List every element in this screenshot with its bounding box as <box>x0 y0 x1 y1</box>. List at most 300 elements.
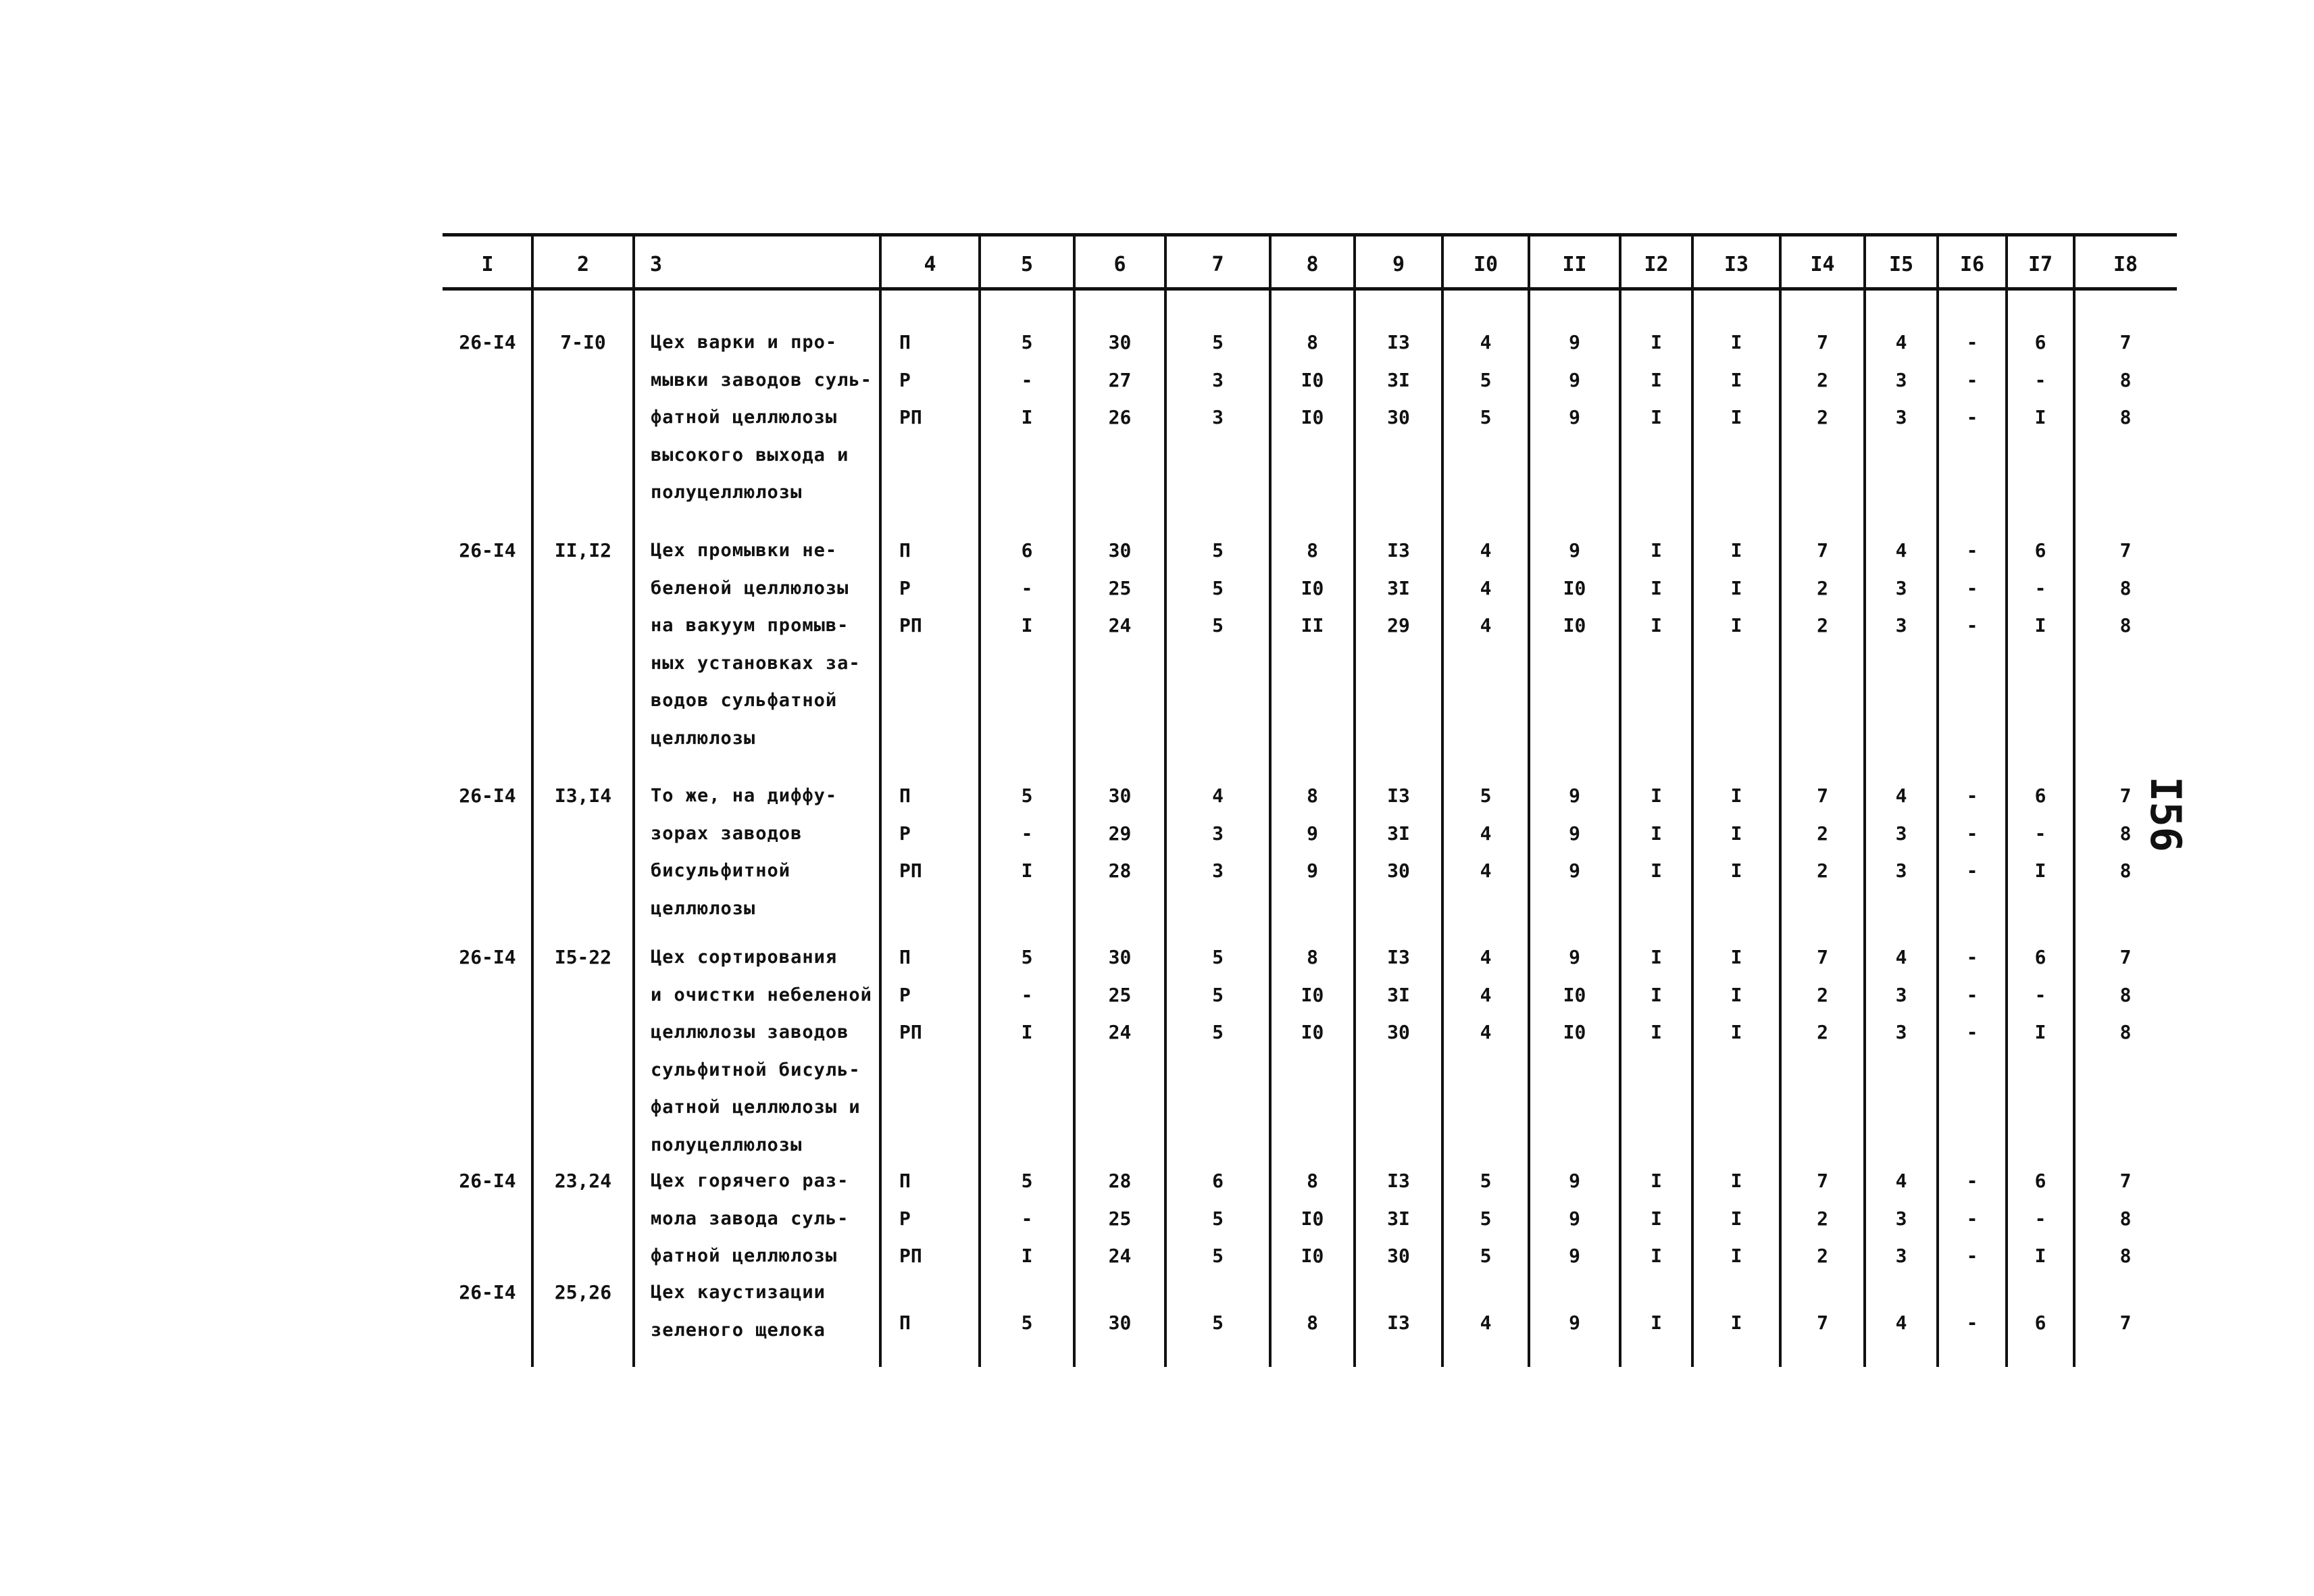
table-cell: 5 <box>1212 539 1224 562</box>
table-cell: 5 <box>1212 614 1224 637</box>
table-cell: 6 <box>1212 1170 1224 1192</box>
column-header: I8 <box>2113 253 2138 276</box>
table-cell: I <box>1651 331 1662 353</box>
page-number: I56 <box>2141 776 2190 852</box>
table-cell: - <box>2034 369 2046 391</box>
table-cell: I <box>1730 1021 1742 1043</box>
table-cell: 6 <box>2034 784 2046 807</box>
table-cell: 4 <box>1895 331 1907 353</box>
table-cell: 7 <box>2119 331 2132 353</box>
table-cell: I <box>1651 539 1662 562</box>
table-top-rule <box>443 233 2177 236</box>
table-cell: 5 <box>1021 946 1033 968</box>
table-cell: 8 <box>2119 614 2132 637</box>
table-cell: П <box>899 331 911 353</box>
table-cell: 8 <box>1307 331 1318 353</box>
row-description-line: высокого выхода и <box>651 444 849 466</box>
table-cell: 9 <box>1569 859 1580 882</box>
table-cell: 5 <box>1021 784 1033 807</box>
table-cell: 8 <box>1307 539 1318 562</box>
table-cell: 5 <box>1212 1312 1224 1334</box>
table-cell: - <box>1966 1207 1978 1230</box>
table-cell: 4 <box>1480 539 1492 562</box>
column-header: I0 <box>1473 253 1499 276</box>
table-cell: РП <box>899 406 922 428</box>
table-cell: 3I <box>1387 577 1410 599</box>
table-cell: 4 <box>1895 946 1907 968</box>
table-cell: I <box>1730 859 1742 882</box>
table-cell: 5 <box>1021 1312 1033 1334</box>
table-cell: 7 <box>2119 946 2132 968</box>
row-code: 26-I4 <box>459 331 516 353</box>
table-cell: 30 <box>1387 1245 1410 1267</box>
table-cell: - <box>1966 1021 1978 1043</box>
table-cell: 4 <box>1480 946 1492 968</box>
table-cell: I <box>1651 784 1662 807</box>
table-cell: 3 <box>1895 614 1907 637</box>
table-cell: 5 <box>1212 331 1224 353</box>
row-description-line: полуцеллюлозы <box>651 482 803 503</box>
column-header: 7 <box>1211 253 1224 276</box>
table-cell: I <box>1651 577 1662 599</box>
table-cell: I0 <box>1301 1207 1324 1230</box>
table-cell: I <box>2034 859 2046 882</box>
table-cell: РП <box>899 1021 922 1043</box>
column-divider <box>879 233 882 1367</box>
table-cell: 6 <box>2034 946 2046 968</box>
table-cell: - <box>1021 369 1033 391</box>
column-header: I3 <box>1724 253 1749 276</box>
table-cell: I <box>1730 946 1742 968</box>
table-cell: 30 <box>1108 539 1132 562</box>
table-cell: 9 <box>1569 822 1580 845</box>
row-positions: I5-22 <box>554 946 612 968</box>
table-cell: I <box>1730 577 1742 599</box>
table-cell: I <box>1730 1245 1742 1267</box>
table-cell: 25 <box>1108 577 1132 599</box>
table-cell: 9 <box>1569 784 1580 807</box>
row-description-line: фатной целлюлозы <box>651 407 838 428</box>
table-cell: Р <box>899 984 911 1006</box>
table-cell: 27 <box>1108 369 1132 391</box>
table-cell: I <box>2034 1021 2046 1043</box>
table-cell: - <box>1966 946 1978 968</box>
column-header: 3 <box>650 253 663 276</box>
table-cell: I <box>1730 331 1742 353</box>
table-cell: 8 <box>2119 369 2132 391</box>
table-cell: 3I <box>1387 984 1410 1006</box>
table-cell: 9 <box>1569 1245 1580 1267</box>
table-cell: - <box>2034 577 2046 599</box>
row-code: 26-I4 <box>459 784 516 807</box>
table-cell: 3I <box>1387 369 1410 391</box>
table-header-rule <box>443 287 2177 291</box>
table-cell: I0 <box>1563 1021 1586 1043</box>
row-description-line: Цех варки и про- <box>651 332 838 353</box>
row-description-line: целлюлозы заводов <box>651 1022 849 1043</box>
table-cell: 3I <box>1387 822 1410 845</box>
table-cell: - <box>1021 577 1033 599</box>
table-cell: 6 <box>2034 331 2046 353</box>
table-cell: - <box>1966 1245 1978 1267</box>
table-cell: Р <box>899 369 911 391</box>
table-cell: I <box>1651 822 1662 845</box>
column-header: I5 <box>1888 253 1914 276</box>
table-cell: 7 <box>1817 784 1828 807</box>
row-description-line: водов сульфатной <box>651 690 838 711</box>
table-cell: I <box>1651 1207 1662 1230</box>
row-description-line: и очистки небеленой <box>651 984 872 1005</box>
table-cell: 3 <box>1895 822 1907 845</box>
table-cell: 8 <box>2119 406 2132 428</box>
table-cell: 4 <box>1480 1021 1492 1043</box>
table-cell: 9 <box>1569 1207 1580 1230</box>
row-description-line: ных установках за- <box>651 652 861 674</box>
table-cell: 4 <box>1895 539 1907 562</box>
table-cell: 6 <box>1021 539 1033 562</box>
table-cell: I3 <box>1387 784 1410 807</box>
table-cell: - <box>1966 1170 1978 1192</box>
row-code: 26-I4 <box>459 1281 516 1303</box>
table-cell: 3 <box>1212 822 1224 845</box>
table-cell: 4 <box>1895 1170 1907 1192</box>
table-cell: 8 <box>1307 1312 1318 1334</box>
row-description-line: мывки заводов суль- <box>651 369 872 391</box>
table-cell: 5 <box>1212 577 1224 599</box>
column-header: 2 <box>576 253 590 276</box>
table-cell: 8 <box>2119 577 2132 599</box>
table-cell: 29 <box>1387 614 1410 637</box>
table-cell: I <box>1651 1312 1662 1334</box>
row-description-line: Цех сортирования <box>651 947 838 968</box>
table-cell: 30 <box>1108 946 1132 968</box>
table-cell: I <box>1730 1170 1742 1192</box>
table-cell: I <box>1651 1245 1662 1267</box>
table-cell: 2 <box>1817 1021 1828 1043</box>
column-header: I6 <box>1959 253 1985 276</box>
table-cell: - <box>1021 1207 1033 1230</box>
table-cell: 7 <box>2119 1170 2132 1192</box>
row-positions: 25,26 <box>554 1281 612 1303</box>
table-cell: 3 <box>1895 406 1907 428</box>
table-cell: 3I <box>1387 1207 1410 1230</box>
table-cell: 7 <box>1817 331 1828 353</box>
column-header: II <box>1562 253 1587 276</box>
table-cell: - <box>1966 1312 1978 1334</box>
table-cell: 7 <box>2119 1312 2132 1334</box>
table-cell: 4 <box>1480 984 1492 1006</box>
table-cell: 3 <box>1895 1245 1907 1267</box>
table-cell: I0 <box>1301 577 1324 599</box>
table-cell: 30 <box>1387 406 1410 428</box>
table-cell: 6 <box>2034 1170 2046 1192</box>
table-cell: 9 <box>1569 946 1580 968</box>
row-description-line: мола завода суль- <box>651 1207 849 1229</box>
table-cell: Р <box>899 577 911 599</box>
table-cell: П <box>899 784 911 807</box>
table-cell: I <box>1651 946 1662 968</box>
table-cell: - <box>1966 784 1978 807</box>
table-cell: 9 <box>1569 406 1580 428</box>
table-cell: I3 <box>1387 1312 1410 1334</box>
row-description-line: целлюлозы <box>651 727 756 749</box>
table-cell: I0 <box>1563 984 1586 1006</box>
row-description-line: Цех горячего раз- <box>651 1170 849 1191</box>
table-cell: 5 <box>1212 1207 1224 1230</box>
row-code: 26-I4 <box>459 539 516 562</box>
row-description-line: фатной целлюлозы <box>651 1245 838 1266</box>
row-description-line: То же, на диффу- <box>651 785 838 806</box>
table-cell: I <box>1021 1021 1033 1043</box>
table-cell: 2 <box>1817 614 1828 637</box>
table-cell: 5 <box>1021 1170 1033 1192</box>
row-description-line: беленой целлюлозы <box>651 577 849 599</box>
table-cell: 6 <box>2034 1312 2046 1334</box>
table-cell: 26 <box>1108 406 1132 428</box>
row-description-line: Цех каустизации <box>651 1282 826 1303</box>
table-cell: 9 <box>1569 331 1580 353</box>
table-cell: I <box>1730 984 1742 1006</box>
table-cell: 8 <box>2119 859 2132 882</box>
table-cell: I0 <box>1563 577 1586 599</box>
table-cell: 9 <box>1307 859 1318 882</box>
column-header: 5 <box>1020 253 1034 276</box>
table-cell: 8 <box>2119 1245 2132 1267</box>
column-header: I7 <box>2028 253 2053 276</box>
table-cell: 4 <box>1480 1312 1492 1334</box>
table-cell: I0 <box>1301 369 1324 391</box>
row-code: 26-I4 <box>459 1170 516 1192</box>
table-cell: 3 <box>1895 1207 1907 1230</box>
column-header: I <box>481 253 494 276</box>
table-cell: I <box>1730 822 1742 845</box>
table-cell: 8 <box>1307 1170 1318 1192</box>
column-header: 9 <box>1392 253 1405 276</box>
table-cell: 3 <box>1212 859 1224 882</box>
table-cell: 3 <box>1212 406 1224 428</box>
table-cell: - <box>1966 614 1978 637</box>
table-cell: 30 <box>1387 1021 1410 1043</box>
table-cell: 4 <box>1895 1312 1907 1334</box>
table-cell: 8 <box>2119 1207 2132 1230</box>
table-cell: 30 <box>1387 859 1410 882</box>
table-cell: I <box>1651 369 1662 391</box>
table-cell: 8 <box>2119 822 2132 845</box>
row-description-line: целлюлозы <box>651 897 756 919</box>
table-cell: Р <box>899 822 911 845</box>
table-cell: I <box>2034 406 2046 428</box>
table-cell: I <box>1730 539 1742 562</box>
table-cell: I <box>1021 614 1033 637</box>
table-cell: 5 <box>1480 1170 1492 1192</box>
row-description-line: бисульфитной <box>651 860 791 881</box>
table-cell: 5 <box>1480 1245 1492 1267</box>
table-cell: I <box>1651 859 1662 882</box>
table-cell: - <box>1966 369 1978 391</box>
table-cell: 3 <box>1895 984 1907 1006</box>
table-cell: 9 <box>1569 1170 1580 1192</box>
table-cell: Р <box>899 1207 911 1230</box>
table-cell: I <box>1651 614 1662 637</box>
row-positions: 7-I0 <box>560 331 606 353</box>
row-description-line: сульфитной бисуль- <box>651 1059 861 1080</box>
table-cell: 4 <box>1480 614 1492 637</box>
table-cell: 5 <box>1480 406 1492 428</box>
table-cell: I <box>1651 984 1662 1006</box>
table-cell: I <box>1021 406 1033 428</box>
table-cell: I <box>1730 784 1742 807</box>
table-cell: - <box>2034 1207 2046 1230</box>
table-cell: 5 <box>1212 984 1224 1006</box>
row-description-line: Цех промывки не- <box>651 540 838 561</box>
table-cell: - <box>2034 984 2046 1006</box>
row-description-line: фатной целлюлозы и <box>651 1097 861 1118</box>
table-cell: 5 <box>1021 331 1033 353</box>
table-cell: 2 <box>1817 984 1828 1006</box>
table-cell: 8 <box>2119 984 2132 1006</box>
table-cell: - <box>1966 577 1978 599</box>
row-description-line: зеленого щелока <box>651 1319 826 1341</box>
table-cell: 4 <box>1480 822 1492 845</box>
table-cell: 2 <box>1817 406 1828 428</box>
table-cell: 24 <box>1108 1245 1132 1267</box>
table-cell: I0 <box>1563 614 1586 637</box>
table-cell: 5 <box>1212 946 1224 968</box>
table-cell: I0 <box>1301 406 1324 428</box>
table-cell: I <box>1730 406 1742 428</box>
table-cell: 4 <box>1895 784 1907 807</box>
table-cell: РП <box>899 859 922 882</box>
table-cell: 7 <box>1817 1312 1828 1334</box>
row-description-line: зорах заводов <box>651 822 803 844</box>
table-cell: 6 <box>2034 539 2046 562</box>
table-cell: 4 <box>1480 859 1492 882</box>
table-cell: 4 <box>1212 784 1224 807</box>
table-cell: I <box>1651 1170 1662 1192</box>
table-cell: I <box>1021 1245 1033 1267</box>
table-cell: 24 <box>1108 614 1132 637</box>
table-cell: 4 <box>1480 577 1492 599</box>
table-cell: П <box>899 946 911 968</box>
table-cell: 2 <box>1817 1207 1828 1230</box>
table-cell: 5 <box>1212 1021 1224 1043</box>
table-cell: 2 <box>1817 822 1828 845</box>
table-cell: I <box>1730 1207 1742 1230</box>
column-header: 8 <box>1306 253 1319 276</box>
table-cell: 29 <box>1108 822 1132 845</box>
table-cell: I0 <box>1301 1021 1324 1043</box>
table-cell: I3 <box>1387 539 1410 562</box>
table-cell: 7 <box>1817 1170 1828 1192</box>
table-cell: 28 <box>1108 859 1132 882</box>
table-cell: I <box>1651 1021 1662 1043</box>
table-cell: 5 <box>1212 1245 1224 1267</box>
table-cell: 2 <box>1817 859 1828 882</box>
table-cell: I0 <box>1301 984 1324 1006</box>
table-cell: РП <box>899 1245 922 1267</box>
table-cell: 9 <box>1307 822 1318 845</box>
table-cell: I <box>1730 1312 1742 1334</box>
table-cell: II <box>1301 614 1324 637</box>
table-cell: П <box>899 539 911 562</box>
table-cell: 9 <box>1569 369 1580 391</box>
table-cell: - <box>1966 331 1978 353</box>
table-cell: I <box>1021 859 1033 882</box>
row-positions: I3,I4 <box>554 784 612 807</box>
row-positions: II,I2 <box>554 539 612 562</box>
table-cell: 4 <box>1480 331 1492 353</box>
table-cell: I <box>2034 1245 2046 1267</box>
table-cell: - <box>1966 822 1978 845</box>
table-cell: I <box>1730 614 1742 637</box>
table-cell: 5 <box>1480 784 1492 807</box>
table-cell: I3 <box>1387 1170 1410 1192</box>
row-description-line: полуцеллюлозы <box>651 1134 803 1155</box>
table-cell: РП <box>899 614 922 637</box>
table-cell: - <box>1021 822 1033 845</box>
table-cell: 2 <box>1817 1245 1828 1267</box>
table-cell: 2 <box>1817 369 1828 391</box>
table-cell: - <box>1966 984 1978 1006</box>
table-cell: I3 <box>1387 946 1410 968</box>
table-cell: 30 <box>1108 1312 1132 1334</box>
table-cell: 28 <box>1108 1170 1132 1192</box>
table-cell: 7 <box>1817 539 1828 562</box>
row-code: 26-I4 <box>459 946 516 968</box>
column-header: 6 <box>1113 253 1126 276</box>
table-cell: 9 <box>1569 1312 1580 1334</box>
table-cell: 7 <box>1817 946 1828 968</box>
table-cell: 3 <box>1895 859 1907 882</box>
table-cell: 30 <box>1108 784 1132 807</box>
table-cell: П <box>899 1312 911 1334</box>
table-cell: 9 <box>1569 539 1580 562</box>
table-cell: - <box>1021 984 1033 1006</box>
table-cell: - <box>1966 859 1978 882</box>
table-cell: I <box>1730 369 1742 391</box>
table-cell: 24 <box>1108 1021 1132 1043</box>
table-cell: 5 <box>1480 1207 1492 1230</box>
table-cell: 7 <box>2119 539 2132 562</box>
column-header: 4 <box>924 253 936 276</box>
table-cell: - <box>1966 406 1978 428</box>
column-header: I2 <box>1644 253 1669 276</box>
table-cell: I0 <box>1301 1245 1324 1267</box>
table-cell: 3 <box>1895 1021 1907 1043</box>
table-cell: - <box>2034 822 2046 845</box>
table-cell: 25 <box>1108 1207 1132 1230</box>
table-cell: 8 <box>1307 946 1318 968</box>
table-cell: П <box>899 1170 911 1192</box>
table-cell: - <box>1966 539 1978 562</box>
table-cell: I <box>1651 406 1662 428</box>
table-cell: 3 <box>1212 369 1224 391</box>
table-cell: 7 <box>2119 784 2132 807</box>
table-cell: 3 <box>1895 577 1907 599</box>
table-cell: 2 <box>1817 577 1828 599</box>
table-cell: 3 <box>1895 369 1907 391</box>
table-cell: 8 <box>1307 784 1318 807</box>
table-cell: I3 <box>1387 331 1410 353</box>
table-cell: 30 <box>1108 331 1132 353</box>
row-positions: 23,24 <box>554 1170 612 1192</box>
table-cell: I <box>2034 614 2046 637</box>
table-cell: 5 <box>1480 369 1492 391</box>
table-cell: 8 <box>2119 1021 2132 1043</box>
table-cell: 25 <box>1108 984 1132 1006</box>
row-description-line: на вакуум промыв- <box>651 615 849 636</box>
column-header: I4 <box>1810 253 1835 276</box>
